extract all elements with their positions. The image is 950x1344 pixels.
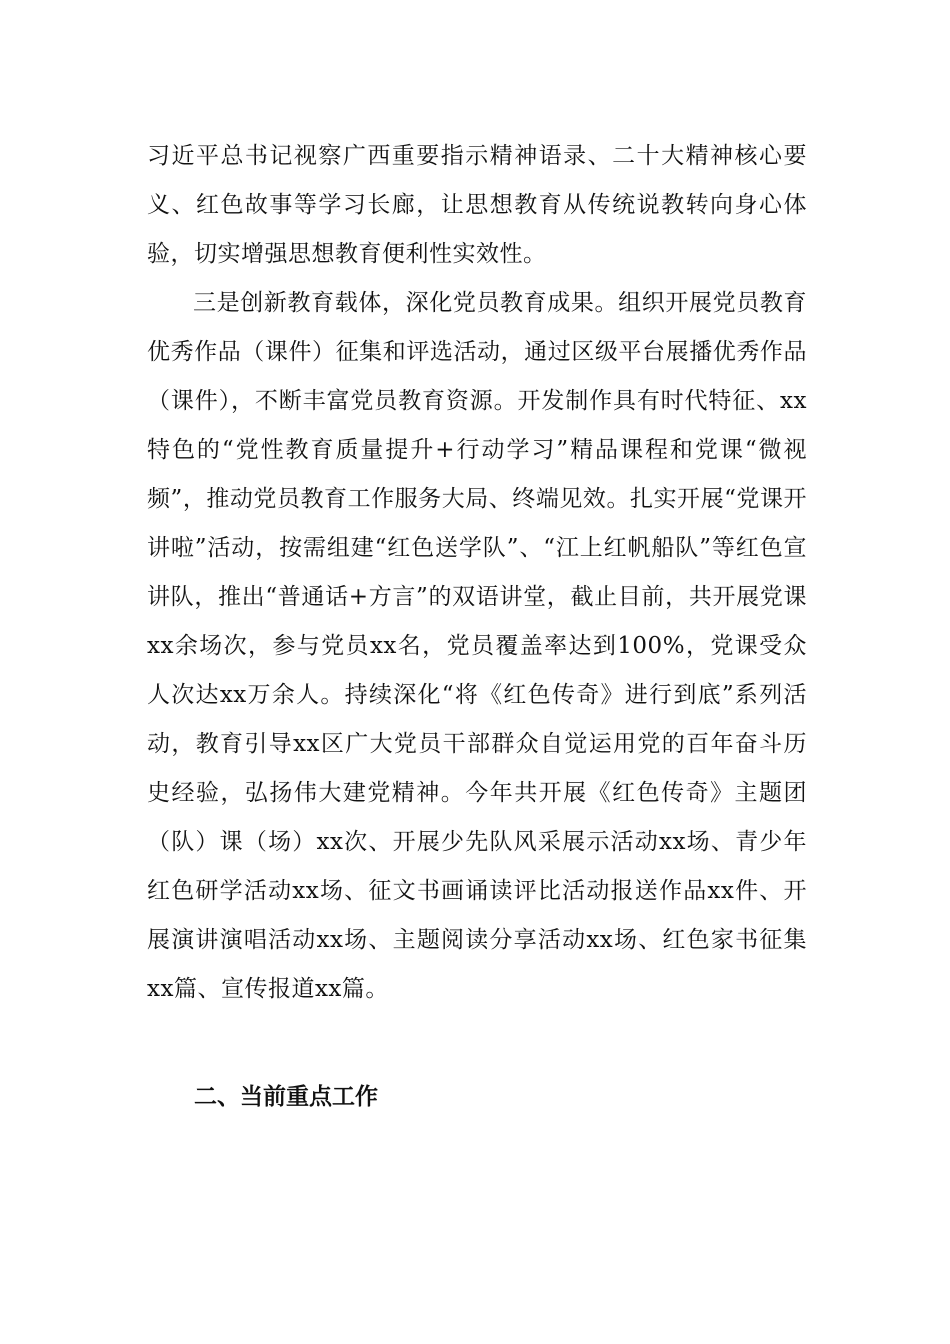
paragraph-continued: 习近平总书记视察广西重要指示精神语录、二十大精神核心要义、红色故事等学习长廊，让思想教育从传统说教转向身心体验，切实增强思想教育便利性实效性。 [147, 143, 807, 267]
paragraph-education-carrier: 三是创新教育载体，深化党员教育成果。组织开展党员教育优秀作品（课件）征集和评选活动，通过区级平台展播优秀作品（课件），不断丰富党员教育资源。开发制作具有时代特征、xx特色的“党性教育质量提升+行动学习”精品课程和党课“微视频”，推动党员教育工作服务大局、终端见效。扎实开展“党课开讲啦”活动，按需组建“红色送学队”、“江上红帆船队”等红色宣讲队，推出“普通话+方言”的双语讲堂，截止目前，共开展党课xx余场次，参与党员xx名，党员覆盖率达到100%，党课受众人次达xx万余人。持续深化“将《红色传奇》进行到底”系列活动，教育引导xx区广大党员干部群众自觉运用党的百年奋斗历史经验，弘扬伟大建党精神。今年共开展《红色传奇》主题团（队）课（场）xx次、开展少先队风采展示活动xx场、青少年红色研学活动xx场、征文书画诵读评比活动报送作品xx件、开展演讲演唱活动xx场、主题阅读分享活动xx场、红色家书征集xx篇、宣传报道xx篇。 [147, 290, 807, 1002]
section-heading: 二、当前重点工作 [194, 1084, 378, 1110]
